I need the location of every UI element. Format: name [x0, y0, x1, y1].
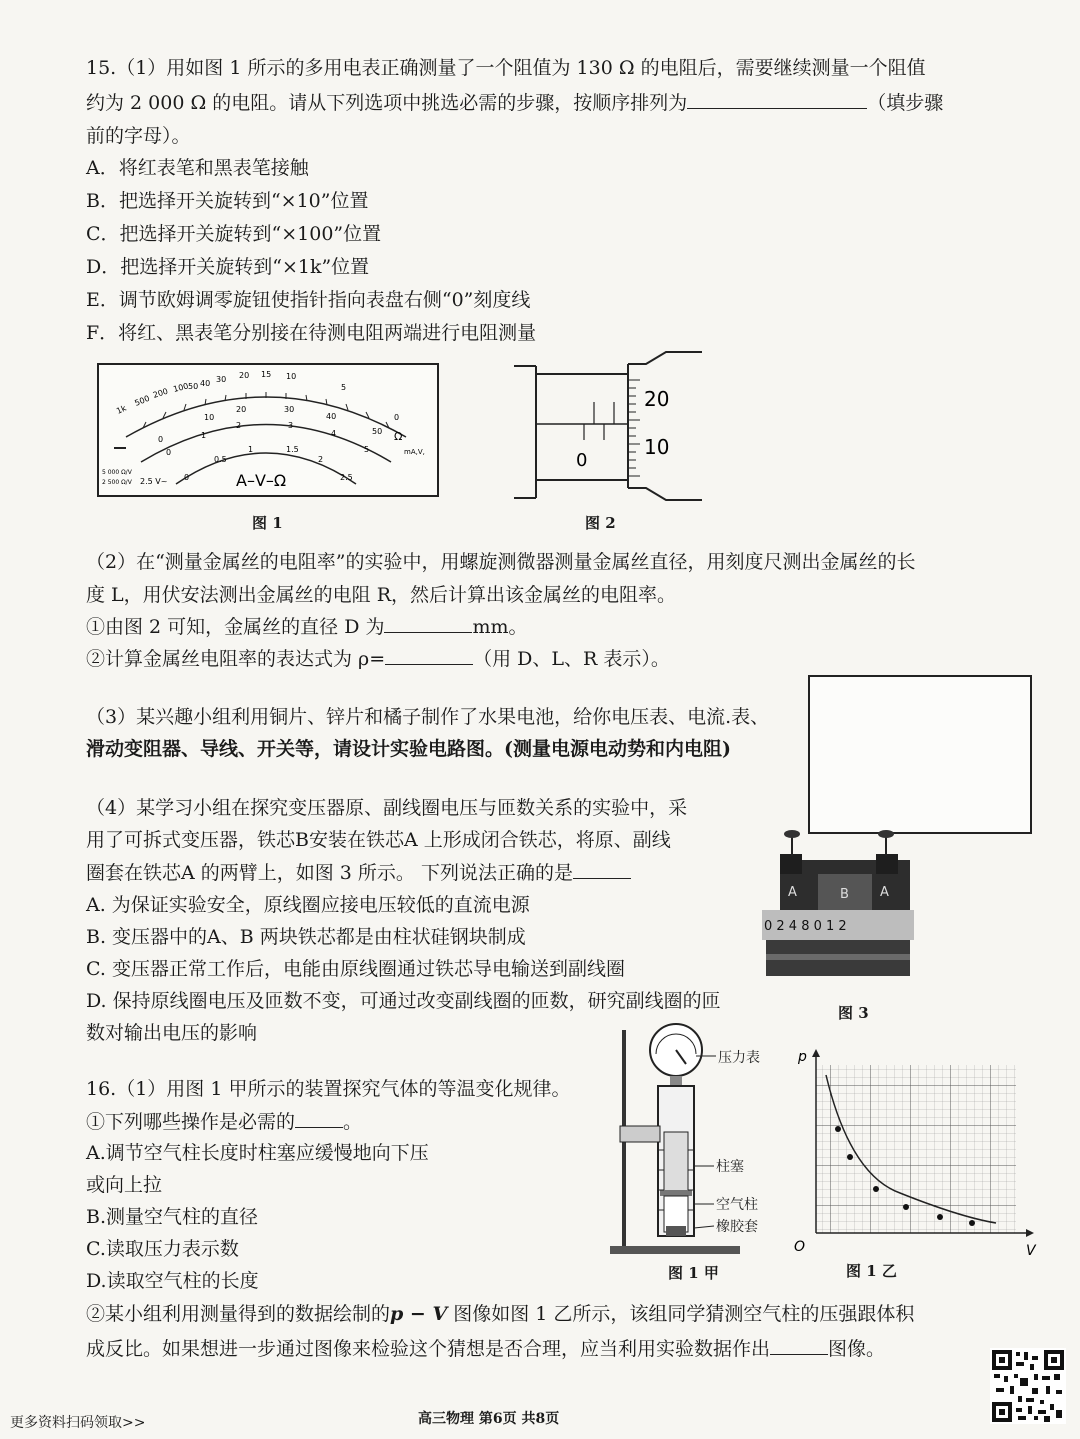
- q15-part3-line1: （3）某兴趣小组利用铜片、锌片和橘子制作了水果电池，给你电压表、电流.表、: [86, 706, 770, 728]
- low-label-2: 2: [236, 421, 242, 430]
- q15-option-f: F．将红、黑表笔分别接在待测电阻两端进行电阻测量: [86, 322, 537, 344]
- terminal-left-icon: [784, 830, 800, 838]
- graph-grid: [816, 1065, 1016, 1233]
- ohm-label-15: 15: [261, 370, 272, 379]
- plunger-label: 柱塞: [716, 1159, 744, 1175]
- ohm-label-40: 40: [200, 379, 211, 388]
- thimble-label-10: 10: [644, 435, 670, 459]
- data-point: [937, 1214, 943, 1220]
- q15-part2-q1: [86, 614, 528, 639]
- dc-label-40: 40: [326, 412, 337, 421]
- ohm-label-500: 500: [133, 393, 151, 408]
- meter-note-5000: 5 000 Ω/V: [102, 469, 132, 476]
- q15-part2-q1-text: ①由图 2 可知，金属丝的直径 D 为: [86, 616, 385, 638]
- q15-part4-line3-text: 圈套在铁芯A 的两臂上，如图 3 所示。 下列说法正确的是: [86, 862, 573, 884]
- q15-part4-line1: （4）某学习小组在探究变压器原、副线圈电压与匝数关系的实验中，采: [86, 797, 688, 819]
- dc-label-30: 30: [284, 405, 295, 414]
- q15-part2-q2: [86, 646, 670, 671]
- dc-label-20: 20: [236, 405, 247, 414]
- q15-part2-q2-text: ②计算金属丝电阻率的表达式为 ρ=: [86, 648, 386, 670]
- q16-q2-line2-text: 成反比。如果想进一步通过图像来检验这个猜想是否合理，应当利用实验数据作出: [86, 1338, 771, 1360]
- q16-option-c: C.读取压力表示数: [86, 1238, 239, 1260]
- operations-answer-blank[interactable]: [295, 1109, 343, 1128]
- q15-option-d: D．把选择开关旋转到“×1k”位置: [86, 256, 370, 278]
- data-point: [903, 1204, 909, 1210]
- p-axis-label: p: [798, 1049, 807, 1065]
- v-axis-label: V: [1026, 1243, 1036, 1255]
- meter-title: A–V–Ω: [236, 471, 287, 490]
- q16-q2-line1-tail: 图像如图 1 乙所示，该组同学猜测空气柱的压强跟体积: [447, 1303, 915, 1325]
- low-label-4: 4: [331, 429, 337, 438]
- answer-blank[interactable]: [687, 90, 867, 109]
- stand-base: [610, 1246, 740, 1254]
- gas-apparatus-figure: [600, 1020, 780, 1260]
- ac-label-05: 0.5: [214, 455, 227, 464]
- q16-q2-line1-text: ②某小组利用测量得到的数据绘制的: [86, 1303, 391, 1325]
- sleeve-zero-label: 0: [576, 450, 588, 471]
- q15-intro-line3: 前的字母）。: [86, 125, 191, 147]
- low-label-5: 5: [364, 445, 370, 454]
- dc-label-10: 10: [204, 413, 215, 422]
- ohm-label-30: 30: [216, 375, 227, 384]
- core-a-right-label: A: [880, 885, 889, 900]
- meter-note-2500: 2 500 Ω/V: [102, 479, 132, 486]
- ac-label-2: 2: [318, 455, 324, 464]
- q15-part2-line2: 度 L，用伏安法测出金属丝的电阻 R，然后计算出该金属丝的电阻率。: [86, 584, 677, 606]
- q15-part4-option-a: A. 为保证实验安全，原线圈应接电压较低的直流电源: [86, 894, 530, 916]
- coil-turns-scale: 0 2 4 8 0 1 2: [764, 919, 847, 934]
- dc-label-50: 50: [372, 427, 383, 436]
- q15-part2-q1-unit: mm。: [472, 616, 528, 638]
- q16-q1-text: ①下列哪些操作是必需的: [86, 1111, 296, 1133]
- q15-option-c: C．把选择开关旋转到“×100”位置: [86, 223, 382, 245]
- ohm-label-50: 50: [188, 382, 199, 391]
- q16-option-d: D.读取空气柱的长度: [86, 1270, 259, 1292]
- q15-part2-q2-tail: （用 D、L、R 表示）。: [473, 648, 670, 670]
- core-a-left-label: A: [788, 885, 797, 900]
- q16-q2-line2-tail: 图像。: [828, 1338, 886, 1360]
- q15-part4-option-b: B. 变压器中的A、B 两块铁芯都是由柱状硅钢块制成: [86, 926, 526, 948]
- fig2-caption: 图 2: [585, 514, 616, 532]
- data-point: [847, 1154, 853, 1160]
- q15-part4-line3: [86, 860, 631, 885]
- q16-option-a: A.调节空气柱长度时柱塞应缓慢地向下压: [86, 1142, 429, 1164]
- fig1-caption: 图 1: [252, 514, 283, 532]
- meter-unit-label: mA,V,: [404, 448, 425, 456]
- q16-line1: 16.（1）用图 1 甲所示的装置探究气体的等温变化规律。: [86, 1078, 571, 1100]
- ohm-label-200: 200: [151, 386, 170, 400]
- q15-intro-line2: [86, 90, 943, 115]
- low-label-0: 0: [166, 448, 172, 457]
- pv-graph-figure: [790, 1045, 1040, 1255]
- ohm-label-0: 0: [394, 413, 400, 422]
- multimeter-dial-figure: [96, 362, 440, 498]
- terminal-right-icon: [878, 830, 894, 838]
- q15-part3-line2: 滑动变阻器、导线、开关等，请设计实验电路图。(测量电源电动势和内电阻): [86, 738, 731, 760]
- thimble-ticks: [628, 380, 640, 476]
- origin-label: O: [794, 1239, 806, 1255]
- rubber-cap-label: 橡胶套: [716, 1219, 758, 1235]
- ohm-label-5: 5: [341, 383, 347, 392]
- low-label-1: 1: [201, 431, 207, 440]
- fig1a-caption: 图 1 甲: [668, 1264, 719, 1282]
- q16-q2-line2: [86, 1336, 885, 1361]
- plunger: [664, 1132, 688, 1194]
- q15-part4-option-d: D. 保持原线圈电压及匝数不变，可通过改变副线圈的匝数，研究副线圈的匝: [86, 990, 721, 1012]
- data-point: [873, 1186, 879, 1192]
- q15-part4-line2: 用了可拆式变压器，铁芯B安装在铁芯A 上形成闭合铁芯，将原、副线: [86, 829, 671, 851]
- q15-part2-line1: （2）在“测量金属丝的电阻率”的实验中，用螺旋测微器测量金属丝直径，用刻度尺测出金属丝的长: [86, 551, 916, 573]
- fig3-caption: 图 3: [838, 1004, 869, 1022]
- thimble-label-20: 20: [644, 387, 670, 411]
- clamp: [620, 1126, 660, 1142]
- q15-intro-line2-tail: （填步骤: [867, 92, 944, 114]
- ohm-label-10: 10: [286, 372, 297, 381]
- meter-note-acv: 2.5 V~: [140, 477, 168, 486]
- dc-label-0: 0: [158, 435, 164, 444]
- diameter-answer-blank[interactable]: [384, 614, 472, 633]
- data-point: [969, 1220, 975, 1226]
- micrometer-figure: [506, 350, 706, 510]
- ohm-label-20: 20: [239, 371, 250, 380]
- circuit-diagram-answer-box[interactable]: [808, 675, 1032, 834]
- pressure-gauge-label: 压力表: [718, 1050, 760, 1066]
- ohm-scale-left-label: 1k: [115, 403, 128, 416]
- resistivity-answer-blank[interactable]: [385, 646, 473, 665]
- q16-q1: [86, 1109, 362, 1134]
- footer-scan-prompt: 更多资料扫码领取>>: [10, 1415, 146, 1431]
- fig1b-caption: 图 1 乙: [846, 1262, 897, 1280]
- rubber-cap: [666, 1226, 686, 1236]
- q15-option-a: A．将红表笔和黑表笔接触: [86, 157, 309, 179]
- footer-page-info: 高三物理 第6页 共8页: [418, 1411, 560, 1427]
- ac-label-1: 1: [248, 445, 254, 454]
- low-label-3: 3: [288, 421, 294, 430]
- ac-label-15: 1.5: [286, 445, 299, 454]
- q16-q2-line1: [86, 1302, 914, 1326]
- q15-option-e: E．调节欧姆调零旋钮使指针指向表盘右侧“0”刻度线: [86, 289, 531, 311]
- ac-label-0: 0: [184, 473, 190, 482]
- q15-part4-option-c: C. 变压器正常工作后，电能由原线圈通过铁芯导电输送到副线圈: [86, 958, 625, 980]
- qr-code-icon[interactable]: [990, 1348, 1066, 1424]
- transformer-answer-blank[interactable]: [573, 860, 631, 879]
- q16-q1-tail: 。: [343, 1111, 363, 1133]
- ac-label-25: 2.5: [340, 473, 353, 482]
- transformer-photo-figure: [758, 826, 918, 996]
- q15-intro-line2-text: 约为 2 000 Ω 的电阻。请从下列选项中挑选必需的步骤，按顺序排列为: [86, 92, 688, 114]
- q15-option-b: B．把选择开关旋转到“×10”位置: [86, 190, 369, 212]
- data-point: [835, 1126, 841, 1132]
- ohm-label-100: 100: [172, 381, 190, 394]
- graph-answer-blank[interactable]: [770, 1336, 828, 1355]
- q15-intro-line1: 15.（1）用如图 1 所示的多用电表正确测量了一个阻值为 130 Ω 的电阻后，需要继续测量一个阻值: [86, 57, 926, 79]
- meter-omega-symbol: Ω: [394, 430, 403, 443]
- core-b-label: B: [840, 887, 849, 902]
- q15-part4-option-d-cont: 数对输出电压的影响: [86, 1022, 258, 1044]
- q16-option-b: B.测量空气柱的直径: [86, 1206, 259, 1228]
- air-column-label: 空气柱: [716, 1197, 758, 1213]
- pv-symbol: p − V: [390, 1303, 448, 1325]
- q16-option-a-cont: 或向上拉: [86, 1174, 163, 1196]
